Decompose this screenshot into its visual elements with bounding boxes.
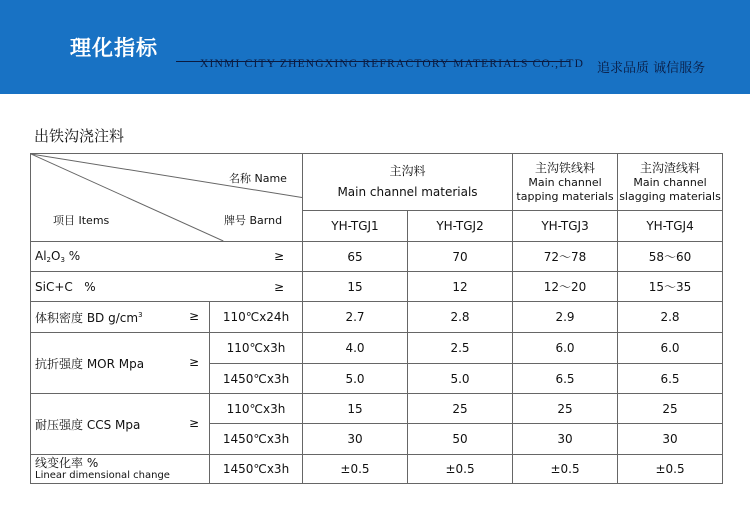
value-cell: 30 [618,424,723,455]
row-label [31,302,210,333]
value-cell: 15 [303,272,408,302]
value-cell: 2.8 [408,302,513,333]
grade-cell: YH-TGJ2 [408,211,513,242]
table-row [31,272,723,302]
value-cell: 2.5 [408,333,513,364]
item-label: 项目 Items [53,214,110,227]
operator: ≥ [188,415,199,430]
value-cell: ±0.5 [303,455,408,484]
column-en: Main channel materials [337,185,478,199]
spec-table [30,153,723,484]
column-en: slagging materials [619,190,721,203]
row-label [31,455,210,484]
value-cell: 30 [513,424,618,455]
row-label-text: 体积密度 BD g/cm [35,310,139,325]
row-label-text: 线变化率 % [35,456,99,470]
slogan: 追求品质 诚信服务 [597,61,706,76]
header-banner [0,0,750,94]
header-row [31,154,723,211]
row-label-text: SiC+C % [35,279,96,294]
value-cell: 30 [303,424,408,455]
value-cell: 2.7 [303,302,408,333]
column-header-main-channel [303,154,513,211]
value-cell: 25 [408,394,513,424]
column-cn: 主沟料 [389,164,426,178]
value-cell: 5.0 [303,364,408,394]
value-cell: 12 [408,272,513,302]
condition-cell: 1450℃x3h [210,364,303,394]
name-label: 名称 Name [229,172,287,185]
operator: ≥ [273,279,284,294]
row-label [31,272,303,302]
condition-cell: 110℃x3h [210,333,303,364]
condition-cell: 1450℃x3h [210,424,303,455]
column-header-slagging [618,154,723,211]
value-cell: 25 [513,394,618,424]
value-cell: 5.0 [408,364,513,394]
value-cell: 70 [408,242,513,272]
section-title: 出铁沟浇注料 [34,127,125,145]
operator: ≥ [188,354,199,369]
value-cell: 25 [618,394,723,424]
value-cell: 12～20 [513,272,618,302]
table-row [31,394,723,424]
row-label [31,394,210,455]
column-cn: 主沟铁线料 [535,161,596,175]
table-row [31,302,723,333]
column-cn: 主沟渣线料 [640,161,701,175]
grade-cell: YH-TGJ3 [513,211,618,242]
value-cell: 6.0 [513,333,618,364]
row-label-text: Al [35,249,47,263]
superscript: 3 [138,310,143,319]
page-title: 理化指标 [70,36,158,60]
condition-cell: 1450℃x3h [210,455,303,484]
value-cell: 2.9 [513,302,618,333]
subscript: 2 [46,256,52,264]
table-row [31,455,723,484]
operator: ≥ [188,308,199,323]
value-cell: ±0.5 [513,455,618,484]
value-cell: 6.5 [513,364,618,394]
value-cell: 15～35 [618,272,723,302]
row-label-text: O [51,249,61,263]
column-en: Main channel [633,176,707,189]
grade-label: 牌号 Barnd [224,214,283,227]
value-cell: 50 [408,424,513,455]
condition-cell: 110℃x24h [210,302,303,333]
value-cell: ±0.5 [408,455,513,484]
row-label-text: % [64,249,81,263]
row-label-text: Linear dimensional change [35,470,170,481]
column-en: Main channel [528,176,602,189]
value-cell: 65 [303,242,408,272]
value-cell: 6.0 [618,333,723,364]
value-cell: 6.5 [618,364,723,394]
operator: ≥ [273,249,284,263]
row-label [31,242,303,272]
value-cell: 58～60 [618,242,723,272]
row-label-text: 抗折强度 MOR Mpa [35,356,145,371]
row-label [31,333,210,394]
subscript: 3 [60,256,65,264]
grade-cell: YH-TGJ1 [303,211,408,242]
column-en: tapping materials [516,190,614,203]
condition-cell: 110℃x3h [210,394,303,424]
row-label-text: 耐压强度 CCS Mpa [35,417,141,432]
table-row [31,242,723,272]
value-cell: 72～78 [513,242,618,272]
value-cell: 15 [303,394,408,424]
value-cell: 4.0 [303,333,408,364]
company-name: XINMI CITY ZHENGXING REFRACTORY MATERIALS CO.,LTD [200,58,585,70]
value-cell: ±0.5 [618,455,723,484]
diagonal-header-cell [31,154,303,242]
column-header-tapping [513,154,618,211]
table-row [31,333,723,364]
grade-cell: YH-TGJ4 [618,211,723,242]
value-cell: 2.8 [618,302,723,333]
